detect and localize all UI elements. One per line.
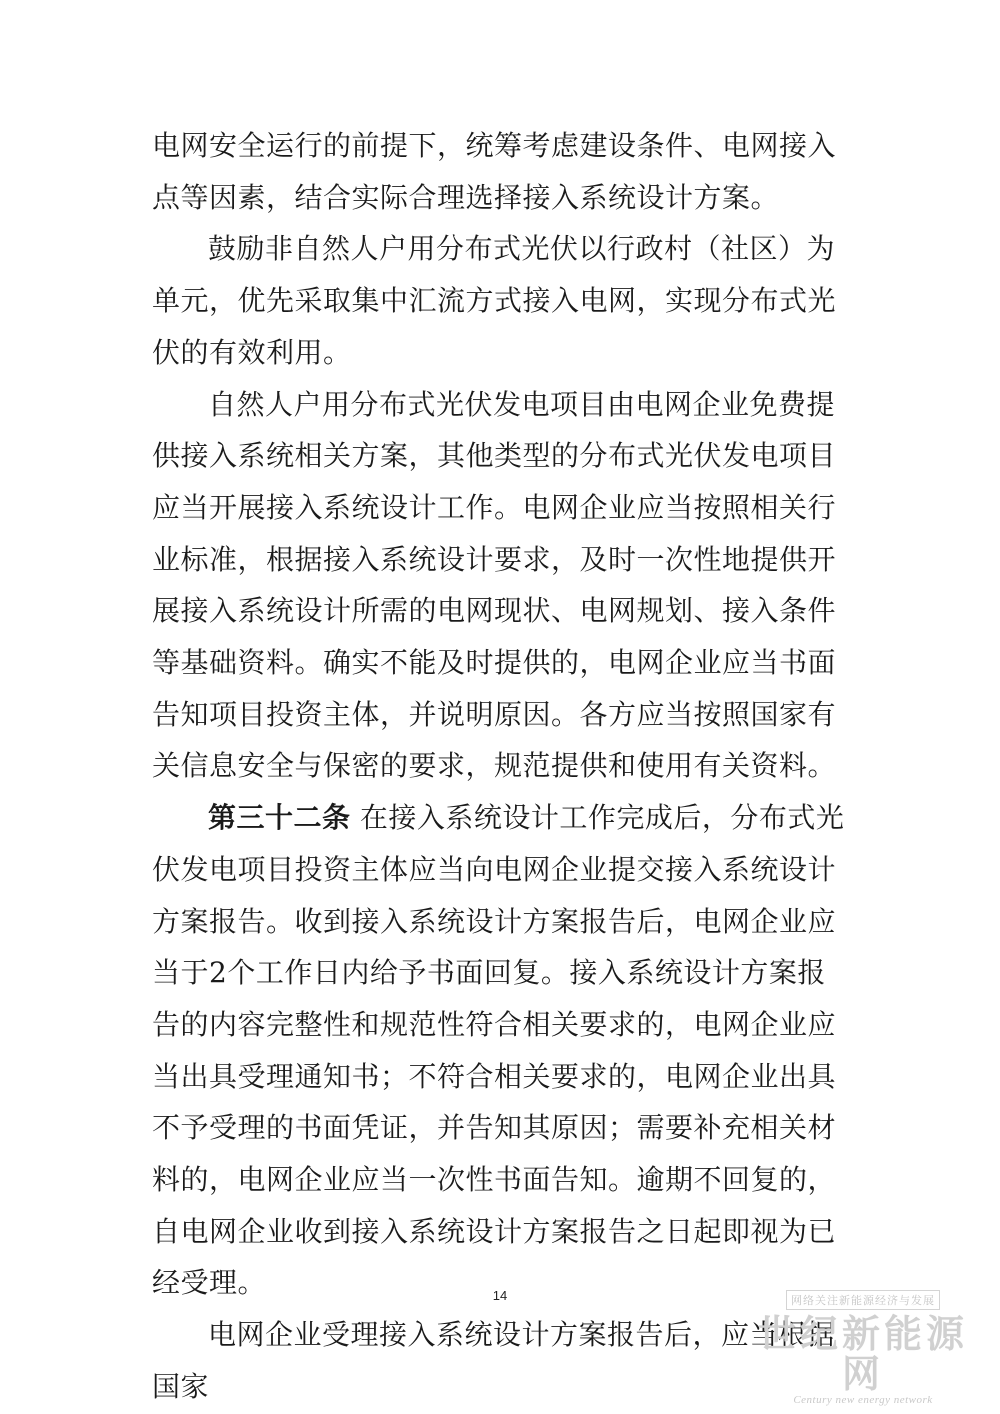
watermark-slogan: 网络关注新能源经济与发展 xyxy=(786,1290,940,1310)
watermark-subtitle: Century new energy network xyxy=(793,1394,933,1406)
paragraph-continuation: 电网安全运行的前提下，统筹考虑建设条件、电网接入点等因素，结合实际合理选择接入系统设计方案。 xyxy=(152,129,837,214)
paragraph-encourage: 鼓励非自然人户用分布式光伏以行政村（社区）为单元，优先采取集中汇流方式接入电网，实现分布式光伏的有效利用。 xyxy=(152,232,837,369)
paragraph-article-32 xyxy=(152,792,852,1309)
paragraph-natural-person: 自然人户用分布式光伏发电项目由电网企业免费提供接入系统相关方案，其他类型的分布式光伏发电项目应当开展接入系统设计工作。电网企业应当按照相关行业标准，根据接入系统设计要求，及时一次性地提供开展接入系统设计所需的电网现状、电网规划、接入条件等基础资料。确实不能及时提供的，电网企业应当书面告知项目投资主体，并说明原因。各方应当按照国家有关信息安全与保密的要求，规范提供和使用有关资料。 xyxy=(152,387,837,783)
article-text: 在接入系统设计工作完成后，分布式光伏发电项目投资主体应当向电网企业提交接入系统设计方案报告。收到接入系统设计方案报告后，电网企业应当于2个工作日内给予书面回复。接入系统设计方案报告的内容完整性和规范性符合相关要求的，电网企业应当出具受理通知书；不符合相关要求的，电网企业出具不予受理的书面凭证，并告知其原因；需要补充相关材料的，电网企业应当一次性书面告知。逾期不回复的，自电网企业收到接入系统设计方案报告之日起即视为已经受理。 xyxy=(152,801,845,1300)
article-number: 第三十二条 xyxy=(208,801,351,835)
page-number: 14 xyxy=(492,1288,508,1303)
document-body xyxy=(152,120,852,1413)
watermark-logo xyxy=(748,1289,978,1406)
watermark-title: 世纪新能源网 xyxy=(757,1311,968,1396)
paragraph-last: 电网企业受理接入系统设计方案报告后，应当根据国家 xyxy=(152,1318,836,1403)
